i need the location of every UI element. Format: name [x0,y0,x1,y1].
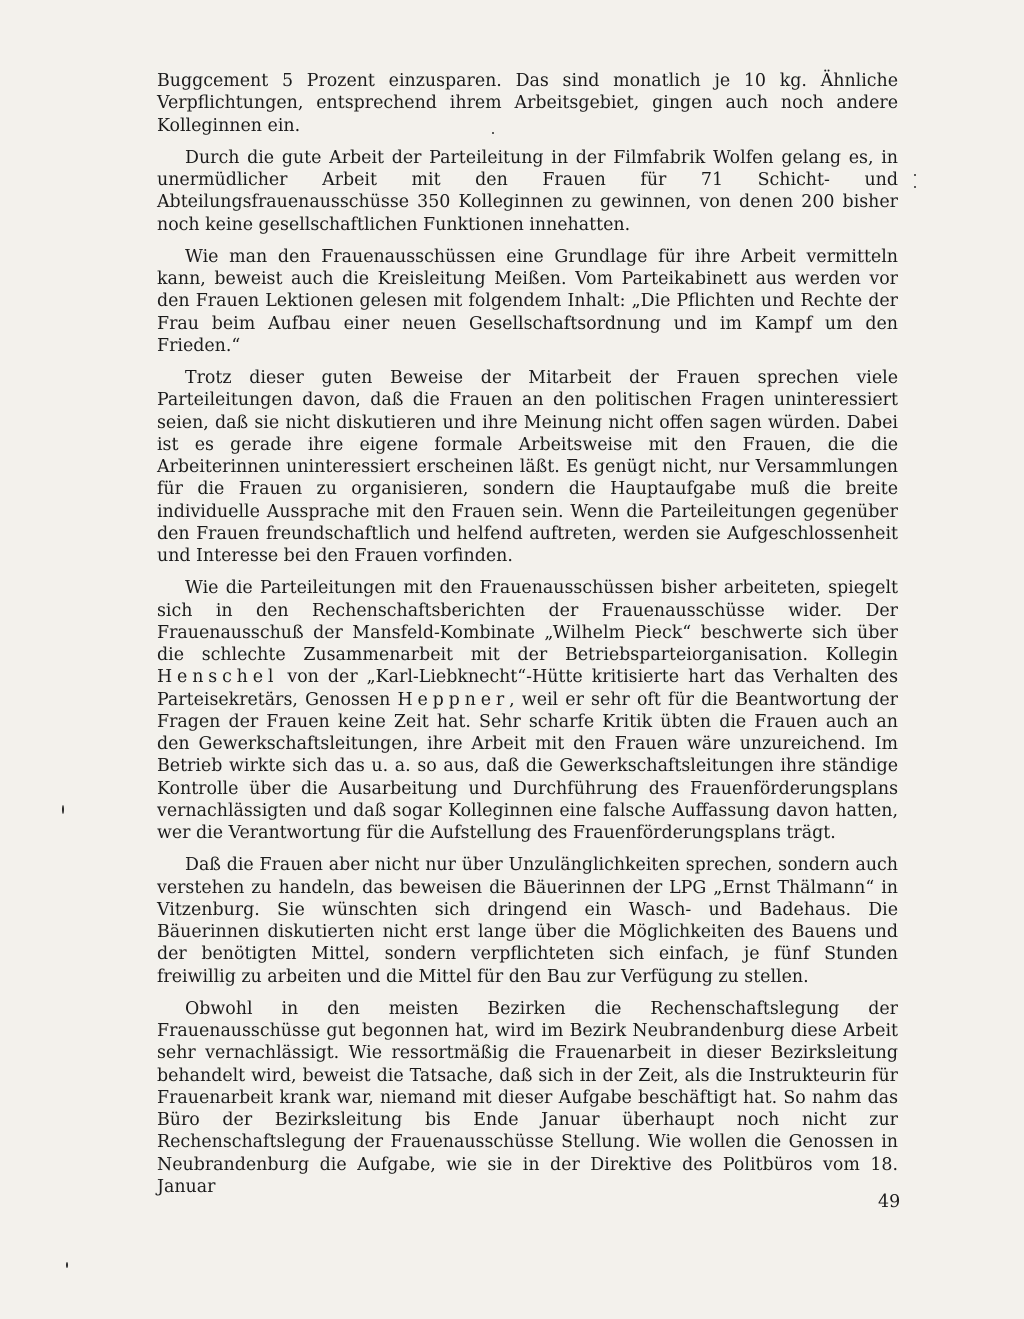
scan-speck [62,805,64,814]
scan-speck [914,174,916,176]
paragraph-2: Durch die gute Arbeit der Parteileitung in der Filmfabrik Wolfen gelang es, in unermüdlicher Arbeit mit den Frauen für 71 Schicht- und Abteilungsfrauenausschüsse 350 Kolleginnen zu gewinnen, von denen 200 bisher noch keine gesellschaftlichen Funktionen innehatten. [157,147,898,235]
paragraph-4: Trotz dieser guten Beweise der Mitarbeit der Frauen sprechen viele Parteileitungen davon, daß die Frauen an den politischen Fragen uninteressiert seien, daß sie nicht diskutieren und ihre Meinung nicht offen sagen würden. Dabei ist es gerade ihre eigene formale Arbeitsweise mit den Frauen, die die Arbeiterinnen uninteressiert erscheinen läßt. Es genügt nicht, nur Versammlungen für die Frauen zu organisieren, sondern die Hauptaufgabe muß die breite individuelle Aussprache mit den Frauen sein. Wenn die Parteileitungen gegenüber den Frauen freundschaftlich und helfend auftreten, werden sie Aufgeschlossenheit und Interesse bei den Frauen vorfinden. [157,368,898,566]
paragraph-3: Wie man den Frauenausschüssen eine Grundlage für ihre Arbeit vermitteln kann, beweist auch die Kreisleitung Meißen. Vom Parteikabinett aus werden vor den Frauen Lektionen gelesen mit folgendem Inhalt: „Die Pflichten und Rechte der Frau beim Aufbau einer neuen Gesellschaftsordnung und im Kampf um den Frieden.“ [157,246,898,356]
scan-speck [492,132,494,134]
name-heppner: Heppner [397,689,510,710]
paragraph-5-part-c: , weil er sehr oft für die Beantwortung der Fragen der Frauen keine Zeit hat. Sehr scharfe Kritik übten die Frauen auch an den Gewerkschaftsleitungen, ihre Arbeit mit den Frauen wäre unzureichend. Im Betrieb wirkte sich das u. a. so aus, daß die Gewerkschaftsleitungen ihre ständige Kontrolle über die Ausarbeitung und Durchführung des Frauenförderungsplans vernachlässigten und daß sogar Kolleginnen eine falsche Auffassung davon hatten, wer die Verantwortung für die Aufstellung des Frauenförderungsplans trägt. [157,689,898,843]
page-number: 49 [878,1192,901,1212]
scan-speck [66,1262,68,1268]
name-henschel: Henschel [157,667,279,688]
paragraph-5-part-a: Wie die Parteileitungen mit den Frauenausschüssen bisher arbeiteten, spiegelt sich in den Rechenschaftsberichten der Frauenausschüsse wider. Der Frauenausschuß der Mansfeld-Kombinate „Wilhelm Pieck“ beschwerte sich über die schlechte Zusammenarbeit mit der Betriebsparteiorganisation. Kollegin [157,578,898,665]
paragraph-5-part-b: von der „Karl-Liebknecht“-Hütte kritisierte hart das Verhalten des Parteisekretärs, Genossen [157,667,898,710]
paragraph-7: Obwohl in den meisten Bezirken die Rechenschaftslegung der Frauenausschüsse gut begonnen hat, wird im Bezirk Neubrandenburg diese Arbeit sehr vernachlässigt. Wie ressortmäßig die Frauenarbeit in dieser Bezirksleitung behandelt wird, beweist die Tatsache, daß sich in der Zeit, als die Instrukteurin für Frauenarbeit krank war, niemand mit dieser Aufgabe beschäftigt hat. So nahm das Büro der Bezirksleitung bis Ende Januar überhaupt noch nicht zur Rechenschaftslegung der Frauenausschüsse Stellung. Wie wollen die Genossen in Neubrandenburg die Aufgabe, wie sie in der Direktive des Politbüros vom 18. Januar [157,998,898,1197]
paragraph-5 [157,577,898,844]
body-text [157,70,898,1208]
scan-speck [914,186,916,188]
paragraph-1: Buggcement 5 Prozent einzusparen. Das sind monatlich je 10 kg. Ähnliche Verpflichtungen, entsprechend ihrem Arbeitsgebiet, gingen auch noch andere Kolleginnen ein. [157,71,898,136]
paragraph-6: Daß die Frauen aber nicht nur über Unzulänglichkeiten sprechen, sondern auch verstehen zu handeln, das beweisen die Bäuerinnen der LPG „Ernst Thälmann“ in Vitzenburg. Sie wünschten sich dringend ein Wasch- und Badehaus. Die Bäuerinnen diskutierten nicht erst lange über die Möglichkeiten des Bauens und der benötigten Mittel, sondern verpflichteten sich einfach, je fünf Stunden freiwillig zu arbeiten und die Mittel für den Bau zur Verfügung zu stellen. [157,855,898,987]
